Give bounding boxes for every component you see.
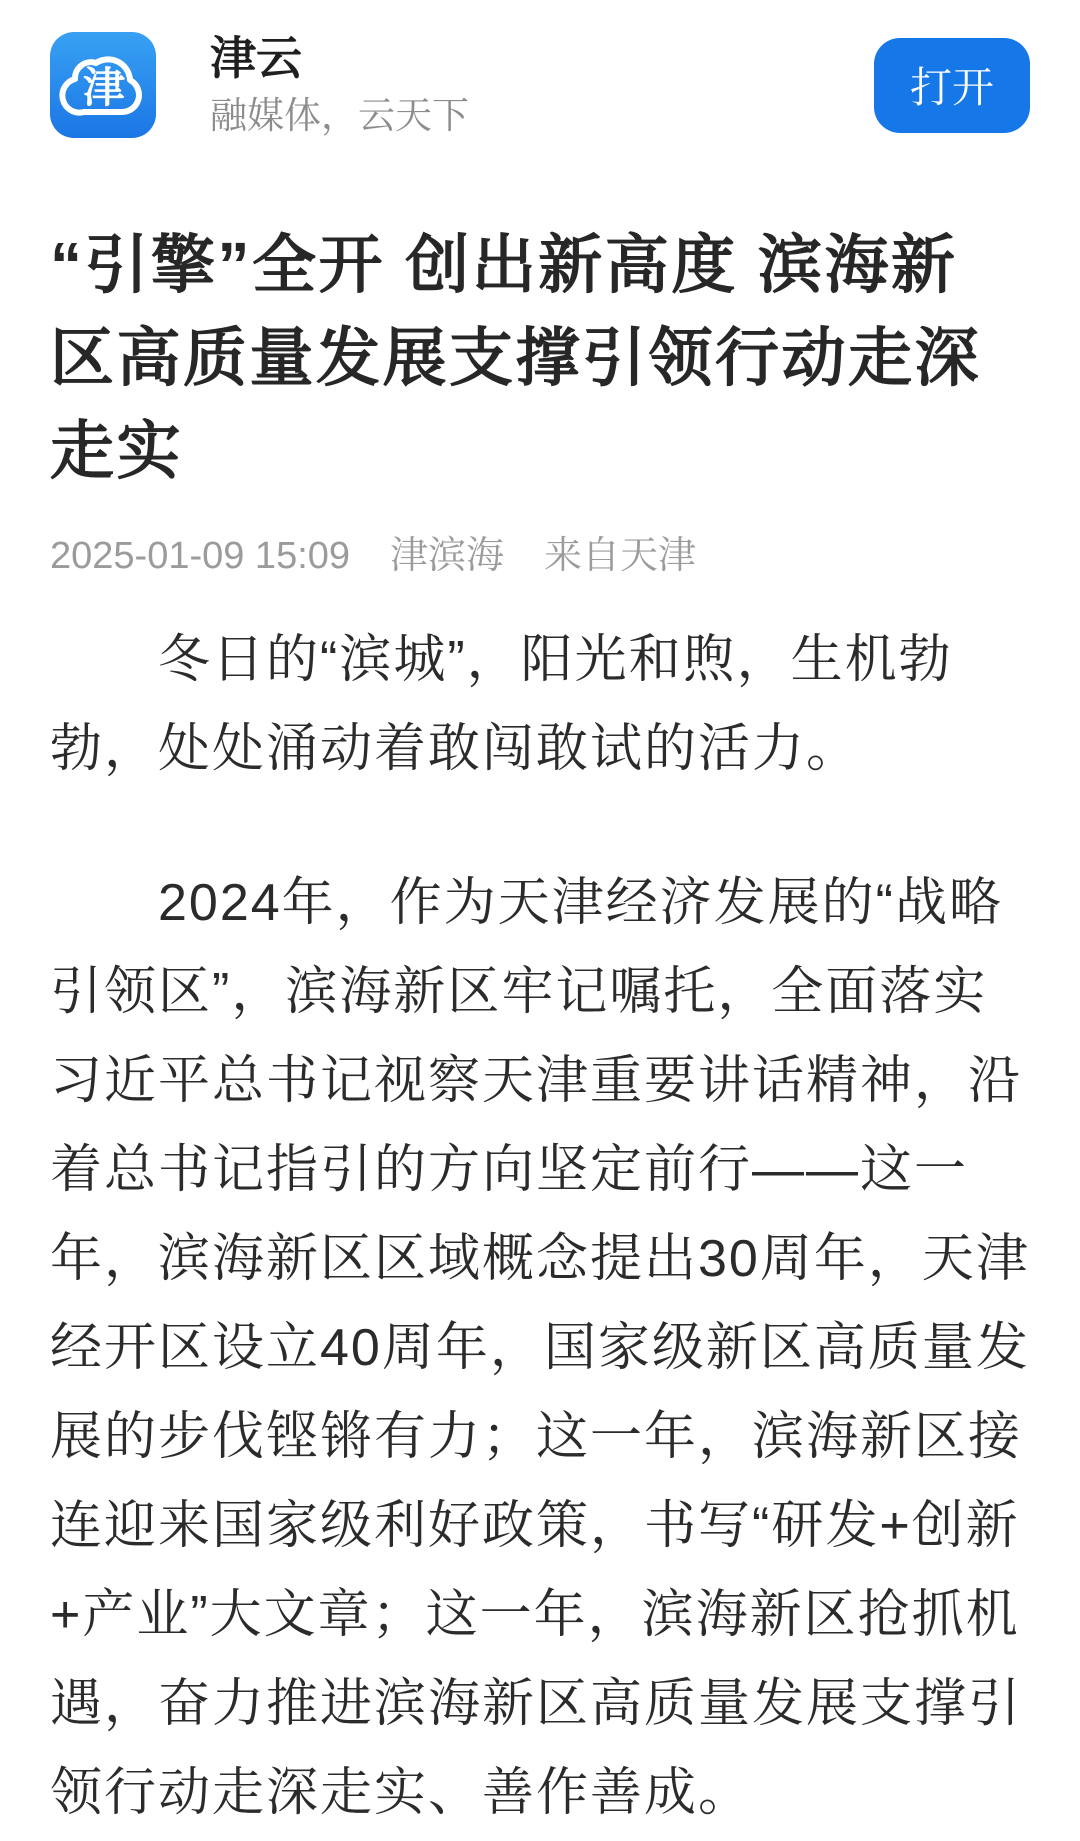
icon-glyph: 津: [82, 64, 126, 111]
article-meta: [50, 533, 1030, 579]
jinyun-cloud-icon: [50, 32, 156, 138]
article-title: [50, 219, 1030, 498]
paragraph: [50, 616, 1030, 794]
body-text-line: 经开区设立40周年，国家级新区高质量发: [50, 1319, 1030, 1377]
app-icon[interactable]: [50, 32, 156, 138]
app-name: 津云: [210, 32, 302, 85]
publish-datetime: 2025-01-09 15:09: [50, 535, 351, 577]
body-text-line: 领行动走深走实、善作善成。: [50, 1764, 753, 1822]
app-info: [210, 33, 874, 136]
body-text-line: 展的步伐铿锵有力；这一年，滨海新区接: [50, 1408, 1023, 1466]
body-text-line: 引领区”，滨海新区牢记嘱托，全面落实: [50, 963, 988, 1021]
body-text-line: +产业”大文章；这一年，滨海新区抢抓机: [50, 1586, 1020, 1644]
body-text-line: 连迎来国家级利好政策，书写“研发+创新: [50, 1497, 1020, 1555]
body-text-line: 习近平总书记视察天津重要讲话精神，沿: [50, 1052, 1023, 1110]
body-text-line: 冬日的“滨城”，阳光和煦，生机勃: [158, 631, 953, 689]
paragraph: [50, 859, 1030, 1838]
publish-source: 津滨海: [390, 535, 505, 577]
body-text-line: 遇，奋力推进滨海新区高质量发展支撑引: [50, 1675, 1023, 1733]
article-body: [50, 616, 1030, 1838]
open-app-button[interactable]: 打开: [874, 38, 1030, 133]
body-text-line: 年，滨海新区区域概念提出30周年，天津: [50, 1230, 1030, 1288]
app-tagline: 融媒体，云天下: [210, 94, 469, 136]
article-title-line: “引擎”全开 创出新高度 滨海新: [50, 229, 958, 301]
body-text-line: 着总书记指引的方向坚定前行——这一: [50, 1141, 969, 1199]
article-title-line: 区高质量发展支撑引领行动走深: [50, 322, 981, 394]
body-text-line: 勃，处处涌动着敢闯敢试的活力。: [50, 720, 861, 778]
app-banner: [50, 0, 1030, 138]
body-text-line: 2024年，作为天津经济发展的“战略: [158, 874, 1003, 932]
article-title-line: 走实: [50, 415, 183, 487]
publish-origin: 来自天津: [544, 535, 697, 577]
